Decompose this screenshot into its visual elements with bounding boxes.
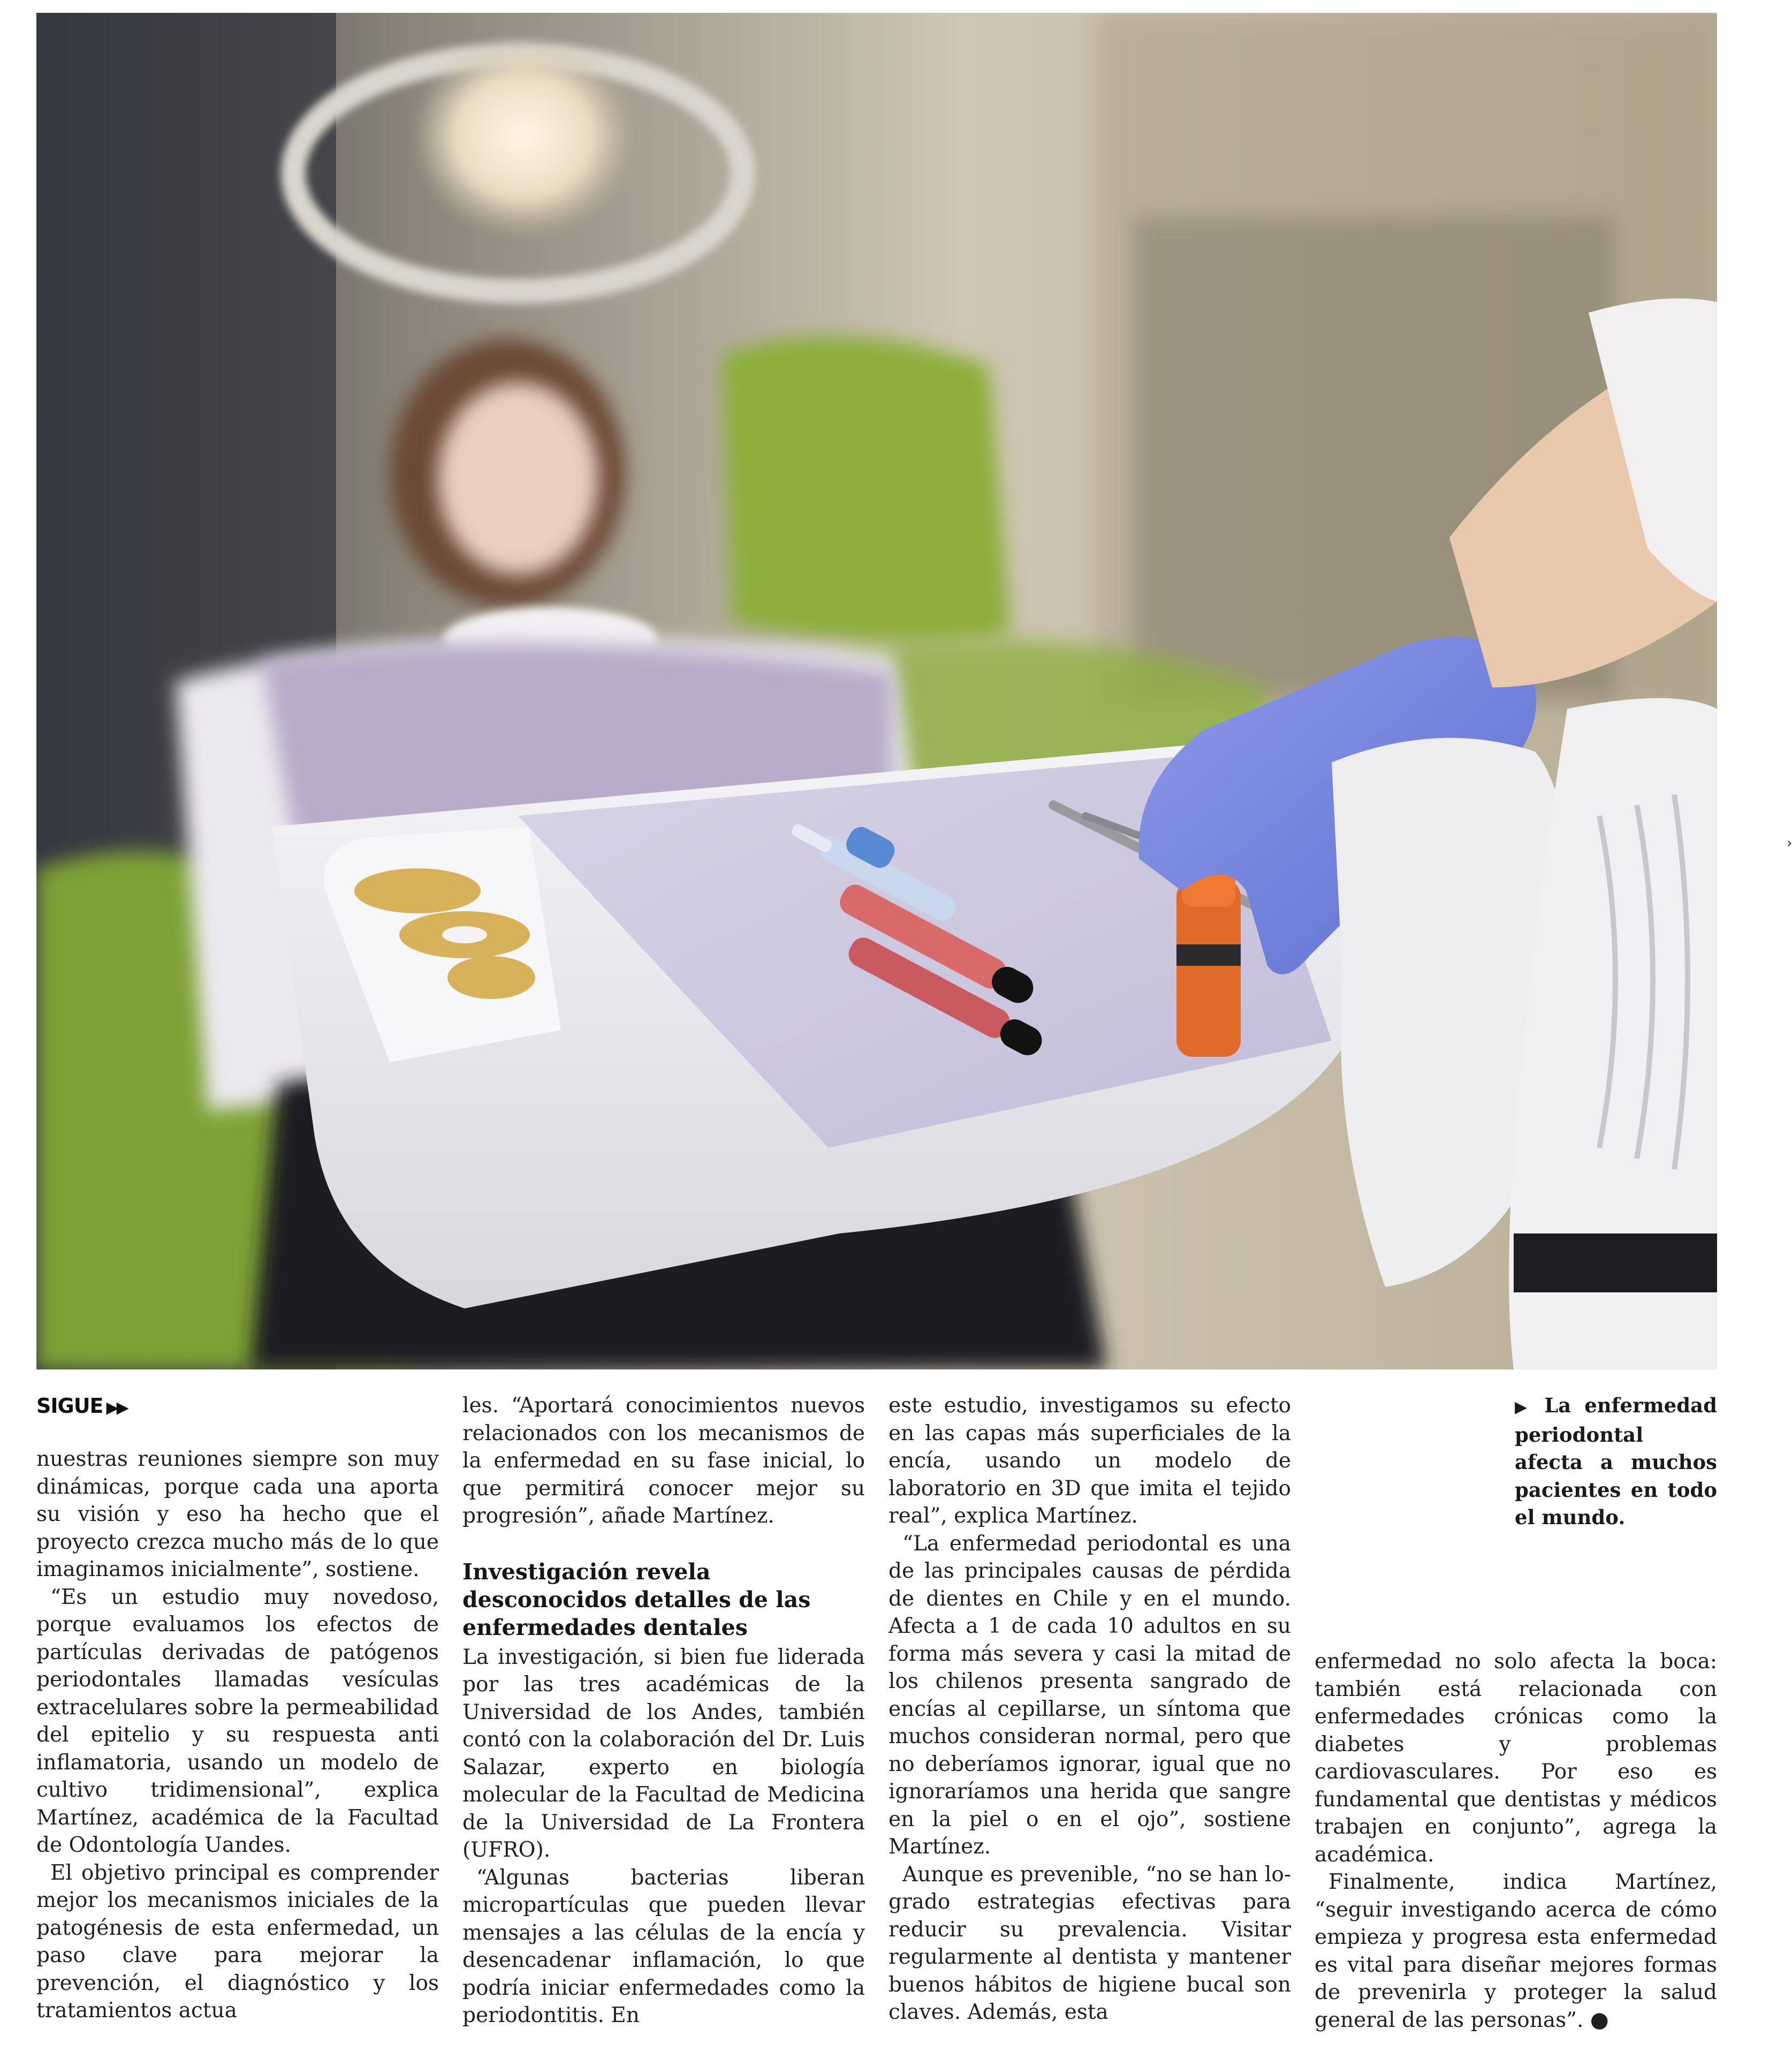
end-of-article-icon: ● [1590,2007,1609,2032]
article-column-2 [462,1392,865,2030]
paragraph: La investigación, si bien fue liderada por las tres académicas de la Universidad de los Andes, también contó con la colaboración del Dr. Luis Salazar, experto en biología molecular de la Facultad de Medicina de la Universidad de La Frontera (UFRO). [462,1645,865,1862]
paragraph: “La enfermedad periodontal es una de las principales causas de pérdida de dientes en Chile y en el mundo. Afecta a 1 de cada 10 adultos en su forma más severa y casi la mitad de los chilenos presenta sangrado de encías al cepillarse, un síntoma que muchos consideran normal, pero que no deberíamos ignorar, igual que no ignoraríamos una herida que sangre en la piel o en el ojo”, sostiene Martínez. [889,1531,1291,1859]
article-column-3 [889,1392,1291,2026]
continuation-marker [36,1392,439,1420]
paragraph: “Algunas bacterias liberan micropartículas que pueden llevar mensajes a las células de la encía y desencadenar inflamación, lo que podría iniciar enfermedades como la periodontitis. En [462,1865,865,2027]
article-column-1 [36,1392,439,2025]
forward-arrows-icon: ▶▶ [106,1398,127,1417]
paragraph: El objetivo principal es comprender mejor los mecanismos iniciales de la patogénesis de esta enfermedad, un paso clave para mejorar la prevención, el diagnóstico y los tratamientos actua [36,1860,439,2023]
caption-text: La enfermedad periodontal afecta a muchos pacientes en todo el mundo. [1515,1394,1717,1529]
paragraph: Aunque es prevenible, “no se han logrado estrategias efectivas para reducir su prevalencia. Visitar regularmente al dentista y mantener buenos hábitos de higiene bucal son claves. Además, esta [889,1862,1291,2024]
paragraph: les. “Aportará conocimientos nuevos relacionados con los mecanismos de la enfermedad en su fase inicial, lo que permitirá conocer mejor su progresión”, añade Martínez. [462,1394,865,1528]
paragraph-text: Finalmente, indica Martínez, “seguir investigando acerca de cómo empieza y progresa esta enfermedad es vital para diseñar mejores formas de prevenirla y proteger la salud general de las personas”. [1315,1870,1717,2032]
sigue-label: SIGUE [36,1394,103,1418]
article-photo [36,13,1717,1369]
paragraph: nuestras reuniones siempre son muy dinámicas, porque cada una aporta su visión y eso ha hecho que el proyecto crezca mucho más de lo que imaginamos inicialmente”, sostiene. [36,1447,439,1581]
paragraph: este estudio, investigamos su efecto en las capas más superficiales de la encía, usando un modelo de laboratorio en 3D que imita el tejido real”, explica Martínez. [889,1394,1291,1528]
dental-tray-photo [36,13,1717,1369]
section-subheading: Investigación revela desconocidos detalles de las enfermedades dentales [462,1558,811,1640]
paragraph: “Es un estudio muy novedoso, porque evaluamos los efectos de partículas derivadas de patógenos periodontales llamadas vesículas extracelulares sobre la permeabilidad del epitelio y su respuesta anti inflamatoria, usando un modelo de cultivo tridimensional”, explica Martínez, académica de la Facultad de Odontología Uandes. [36,1585,439,1857]
paragraph: enfermedad no solo afecta la boca: también está relacionada con enfermedades crónicas como la diabetes y problemas cardiovasculares. Por eso es fundamental que dentistas y médicos trabajen en conjunto”, agrega la académica. [1315,1649,1717,1867]
photo-caption [1515,1392,1717,1532]
caption-arrow-icon: ▶ [1515,1398,1534,1417]
paragraph [1315,1868,1717,2034]
page-edge-chevron-icon: › [1787,835,1792,851]
